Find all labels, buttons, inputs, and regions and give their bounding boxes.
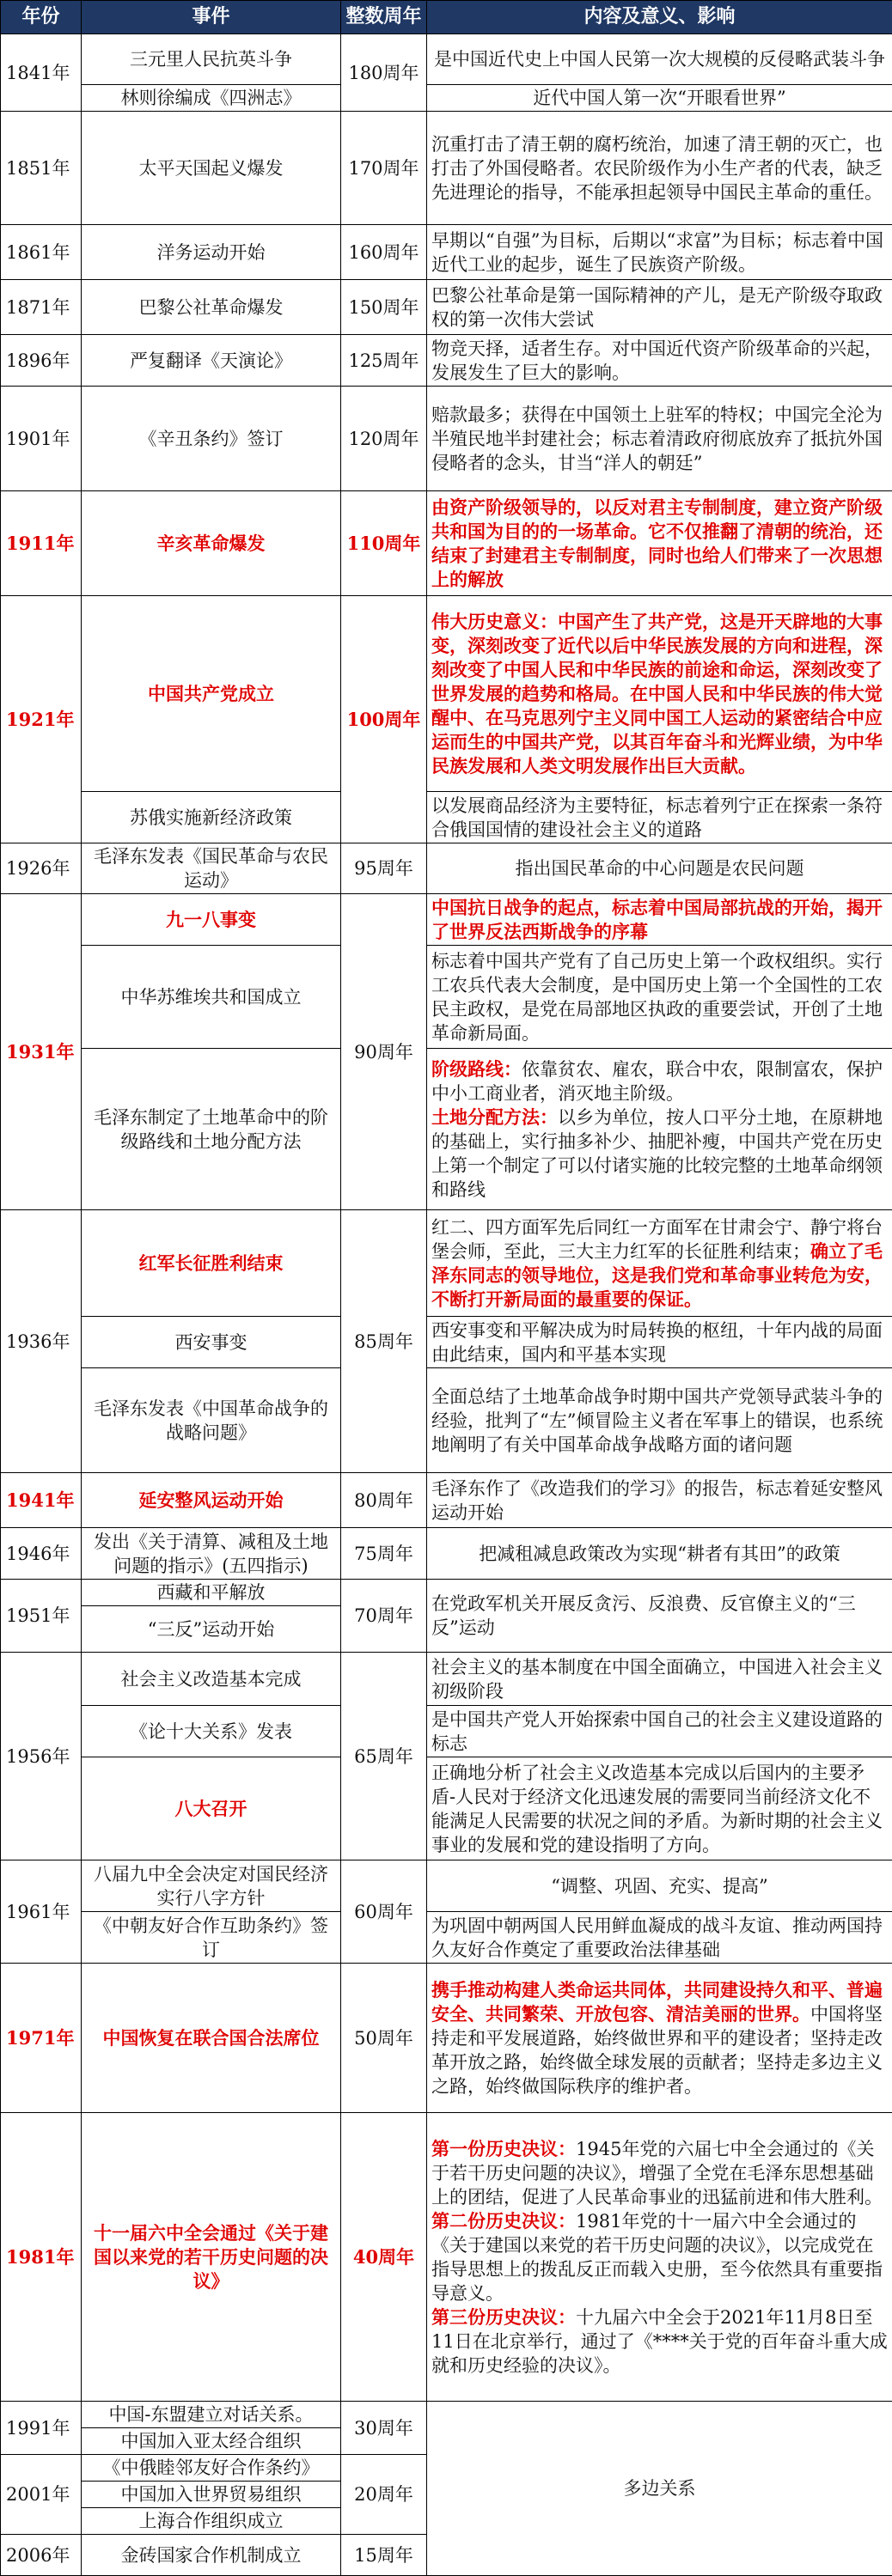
- table-header-row: [1, 1, 892, 34]
- table-row: [1, 1964, 892, 2113]
- period-cell: 15周年: [341, 2535, 427, 2576]
- resolution-1-text: 1945年党的六届七中全会通过的《关于若干历史问题的决议》，增强了全党在毛泽东思想基础上的团结，促进了人民革命事业的迅猛前进和伟大胜利。: [431, 2139, 883, 2208]
- table-row: [1, 2402, 892, 2428]
- event-cell: 中国恢复在联合国合法席位: [82, 1964, 341, 2113]
- year-cell: 1936年: [1, 1210, 82, 1473]
- year-cell: 1921年: [1, 596, 82, 843]
- period-cell: 110周年: [341, 491, 427, 596]
- period-cell: 60周年: [341, 1860, 427, 1964]
- period-cell: 120周年: [341, 387, 427, 491]
- resolution-3-text: 十九届六中全会于2021年11月8日至11日在北京举行，通过了《****关于党的百年奋斗重大成就和历史经验的决议》。: [431, 2307, 888, 2376]
- table-row: [1, 1473, 892, 1528]
- content-cell: “调整、巩固、充实、提高”: [427, 1860, 892, 1912]
- year-cell: 1946年: [1, 1528, 82, 1580]
- year-cell: 1956年: [1, 1653, 82, 1860]
- content-cell: 是中国共产党人开始探索中国自己的社会主义建设道路的标志: [427, 1706, 892, 1757]
- table-row: [1, 1210, 892, 1317]
- event-cell: 毛泽东制定了土地革命中的阶级路线和土地分配方法: [82, 1049, 341, 1210]
- period-cell: 80周年: [341, 1473, 427, 1528]
- year-cell: 1991年: [1, 2402, 82, 2455]
- year-cell: 1861年: [1, 225, 82, 280]
- event-cell: 辛亥革命爆发: [82, 491, 341, 596]
- event-cell: 三元里人民抗英斗争: [82, 34, 341, 85]
- table-row: [1, 946, 892, 1049]
- long-march-significance: 确立了毛泽东同志的领导地位，这是我们党和革命事业转危为安，不断打开新局面的最重要的保证。: [431, 1240, 883, 1310]
- table-row: [1, 1706, 892, 1757]
- event-cell: 发出《关于清算、减租及土地问题的指示》(五四指示): [82, 1528, 341, 1580]
- resolution-2-text: 1981年党的十一届六中全会通过的《关于建国以来党的若干历史问题的决议》，以完成党在指导思想上的拨乱反正而载入史册，至今依然具有重要指导意义。: [431, 2211, 883, 2304]
- table-row: [1, 491, 892, 596]
- header-year: 年份: [1, 1, 82, 34]
- table-row: [1, 225, 892, 280]
- event-cell: 中华苏维埃共和国成立: [82, 946, 341, 1049]
- content-cell: 早期以“自强”为目标，后期以“求富”为目标；标志着中国近代工业的起步，诞生了民族资产阶级。: [427, 225, 892, 280]
- content-cell: 全面总结了土地革命战争时期中国共产党领导武装斗争的经验，批判了“左”倾冒险主义者在军事上的错误，也系统地阐明了有关中国革命战争战略方面的诸问题: [427, 1368, 892, 1473]
- content-cell: 中国抗日战争的起点，标志着中国局部抗战的开始，揭开了世界反法西斯战争的序幕: [427, 894, 892, 946]
- period-cell: 30周年: [341, 2402, 427, 2455]
- year-cell: 1851年: [1, 112, 82, 225]
- table-row: [1, 843, 892, 894]
- event-cell: 《辛丑条约》签订: [82, 387, 341, 491]
- content-cell: 伟大历史意义：中国产生了共产党，这是开天辟地的大事变，深刻改变了近代以后中华民族发展的方向和进程，深刻改变了中国人民和中华民族的前途和命运，深刻改变了世界发展的趋势和格局。在中国人民和中华民族的伟大觉醒中、在马克思列宁主义同中国工人运动的紧密结合中应运而生的中国共产党，以其百年奋斗和光辉业绩，为中华民族发展和人类文明发展作出巨大贡献。: [427, 596, 892, 792]
- table-row: [1, 1580, 892, 1606]
- event-cell: 八届九中全会决定对国民经济实行八字方针: [82, 1860, 341, 1912]
- table-row: [1, 1528, 892, 1580]
- event-cell: 毛泽东发表《中国革命战争的战略问题》: [82, 1368, 341, 1473]
- table-row: [1, 1368, 892, 1473]
- table-row: [1, 894, 892, 946]
- table-row: [1, 1317, 892, 1368]
- content-cell: 正确地分析了社会主义改造基本完成以后国内的主要矛盾-人民对于经济文化迅速发展的需要同当前经济文化不能满足人民需要的状况之间的矛盾。为新时期的社会主义事业的发展和党的建设指明了方向。: [427, 1757, 892, 1860]
- table-row: [1, 1653, 892, 1706]
- content-cell: 由资产阶级领导的，以反对君主专制制度，建立资产阶级共和国为目的的一场革命。它不仅推翻了清朝的统治，还结束了封建君主专制制度，同时也给人们带来了一次思想上的解放: [427, 491, 892, 596]
- event-cell: 严复翻译《天演论》: [82, 335, 341, 387]
- event-cell: 中国加入亚太经合组织: [82, 2428, 341, 2455]
- table-row: [1, 596, 892, 792]
- event-cell: 中国加入世界贸易组织: [82, 2482, 341, 2508]
- event-cell: 上海合作组织成立: [82, 2508, 341, 2535]
- period-cell: 70周年: [341, 1580, 427, 1653]
- period-cell: 180周年: [341, 34, 427, 112]
- content-cell: 近代中国人第一次“开眼看世界”: [427, 85, 892, 112]
- land-method-label: 土地分配方法：: [431, 1106, 558, 1128]
- content-cell: 社会主义的基本制度在中国全面确立，中国进入社会主义初级阶段: [427, 1653, 892, 1706]
- event-cell: 毛泽东发表《国民革命与农民运动》: [82, 843, 341, 894]
- event-cell: 巴黎公社革命爆发: [82, 280, 341, 335]
- year-cell: 1931年: [1, 894, 82, 1210]
- period-cell: 65周年: [341, 1653, 427, 1860]
- commitment-text: 中国将坚持走和平发展道路，始终做世界和平的建设者；坚持走改革开放之路，始终做全球发展的贡献者；坚持走多边主义之路，始终做国际秩序的维护者。: [431, 2004, 883, 2097]
- class-line-text: 依靠贫农、雇农，联合中农，限制富农，保护中小工商业者，消灭地主阶级。: [431, 1059, 883, 1104]
- resolution-2-label: 第二份历史决议：: [431, 2210, 576, 2232]
- content-cell: 巴黎公社革命是第一国际精神的产儿，是无产阶级夺取政权的第一次伟大尝试: [427, 280, 892, 335]
- event-cell: 《中朝友好合作互助条约》签订: [82, 1912, 341, 1964]
- content-cell: [427, 1049, 892, 1210]
- year-cell: 1896年: [1, 335, 82, 387]
- content-cell: [427, 1210, 892, 1317]
- event-cell: 红军长征胜利结束: [82, 1210, 341, 1317]
- content-cell: 指出国民革命的中心问题是农民问题: [427, 843, 892, 894]
- header-content: 内容及意义、影响: [427, 1, 892, 34]
- table-row: [1, 2113, 892, 2402]
- event-cell: 中国共产党成立: [82, 596, 341, 792]
- year-cell: 1971年: [1, 1964, 82, 2113]
- event-cell: 《中俄睦邻友好合作条约》: [82, 2455, 341, 2482]
- content-cell: 在党政军机关开展反贪污、反浪费、反官僚主义的“三反”运动: [427, 1580, 892, 1653]
- table-row: [1, 1860, 892, 1912]
- table-row: [1, 387, 892, 491]
- content-cell: 物竞天择，适者生存。对中国近代资产阶级革命的兴起，发展发生了巨大的影响。: [427, 335, 892, 387]
- event-cell: 金砖国家合作机制成立: [82, 2535, 341, 2576]
- table-row: [1, 1912, 892, 1964]
- period-cell: 90周年: [341, 894, 427, 1210]
- period-cell: 100周年: [341, 596, 427, 843]
- period-cell: 50周年: [341, 1964, 427, 2113]
- year-cell: 2006年: [1, 2535, 82, 2576]
- content-cell: 西安事变和平解决成为时局转换的枢纽，十年内战的局面由此结束，国内和平基本实现: [427, 1317, 892, 1368]
- table-row: [1, 34, 892, 85]
- content-cell: [427, 2113, 892, 2402]
- year-cell: 1841年: [1, 34, 82, 112]
- period-cell: 40周年: [341, 2113, 427, 2402]
- period-cell: 150周年: [341, 280, 427, 335]
- content-cell: [427, 1964, 892, 2113]
- period-cell: 125周年: [341, 335, 427, 387]
- table-row: [1, 280, 892, 335]
- content-cell: 毛泽东作了《改造我们的学习》的报告，标志着延安整风运动开始: [427, 1473, 892, 1528]
- period-cell: 20周年: [341, 2455, 427, 2535]
- table-row: [1, 792, 892, 843]
- year-cell: 1911年: [1, 491, 82, 596]
- year-cell: 2001年: [1, 2455, 82, 2535]
- event-cell: 西藏和平解放: [82, 1580, 341, 1606]
- year-cell: 1926年: [1, 843, 82, 894]
- event-cell: 太平天国起义爆发: [82, 112, 341, 225]
- year-cell: 1941年: [1, 1473, 82, 1528]
- content-cell: 标志着中国共产党有了自己历史上第一个政权组织。实行工农兵代表大会制度，是中国历史上第一个全国性的工农民主政权，是党在局部地区执政的重要尝试，开创了土地革命新局面。: [427, 946, 892, 1049]
- event-cell: 洋务运动开始: [82, 225, 341, 280]
- content-cell: 把减租减息政策改为实现“耕者有其田”的政策: [427, 1528, 892, 1580]
- table-row: [1, 335, 892, 387]
- event-cell: 八大召开: [82, 1757, 341, 1860]
- content-cell: 以发展商品经济为主要特征，标志着列宁正在探索一条符合俄国国情的建设社会主义的道路: [427, 792, 892, 843]
- year-cell: 1951年: [1, 1580, 82, 1653]
- event-cell: 九一八事变: [82, 894, 341, 946]
- event-cell: 社会主义改造基本完成: [82, 1653, 341, 1706]
- content-cell: 沉重打击了清王朝的腐朽统治，加速了清王朝的灭亡，也打击了外国侵略者。农民阶级作为小生产者的代表，缺乏先进理论的指导，不能承担起领导中国民主革命的重任。: [427, 112, 892, 225]
- event-cell: 中国-东盟建立对话关系。: [82, 2402, 341, 2428]
- event-cell: 西安事变: [82, 1317, 341, 1368]
- header-period: 整数周年: [341, 1, 427, 34]
- period-cell: 160周年: [341, 225, 427, 280]
- land-method-text: 以乡为单位，按人口平分土地，在原耕地的基础上，实行抽多补少、抽肥补瘦，中国共产党在历史上第一个制定了可以付诸实施的比较完整的土地革命纲领和路线: [431, 1107, 883, 1200]
- content-cell: 赔款最多；获得在中国领土上驻军的特权；中国完全沦为半殖民地半封建社会；标志着清政府彻底放弃了抵抗外国侵略者的念头，甘当“洋人的朝廷”: [427, 387, 892, 491]
- event-cell: 延安整风运动开始: [82, 1473, 341, 1528]
- content-cell: 是中国近代史上中国人民第一次大规模的反侵略武装斗争: [427, 34, 892, 85]
- period-cell: 75周年: [341, 1528, 427, 1580]
- event-cell: 《论十大关系》发表: [82, 1706, 341, 1757]
- long-march-text: 红二、四方面军先后同红一方面军在甘肃会宁、静宁将台堡会师，至此，三大主力红军的长征胜利结束；: [431, 1217, 883, 1262]
- content-cell: 为巩固中朝两国人民用鲜血凝成的战斗友谊、推动两国持久友好合作奠定了重要政治法律基础: [427, 1912, 892, 1964]
- year-cell: 1981年: [1, 2113, 82, 2402]
- year-cell: 1901年: [1, 387, 82, 491]
- event-cell: 苏俄实施新经济政策: [82, 792, 341, 843]
- table-row: [1, 112, 892, 225]
- header-event: 事件: [82, 1, 341, 34]
- table-row: [1, 1049, 892, 1210]
- content-cell: 多边关系: [427, 2402, 892, 2576]
- event-cell: 十一届六中全会通过《关于建国以来党的若干历史问题的决议》: [82, 2113, 341, 2402]
- table-row: [1, 1757, 892, 1860]
- class-line-label: 阶级路线：: [431, 1058, 522, 1080]
- table-row: [1, 85, 892, 112]
- resolution-3-label: 第三份历史决议：: [431, 2306, 576, 2328]
- year-cell: 1871年: [1, 280, 82, 335]
- event-cell: “三反”运动开始: [82, 1606, 341, 1653]
- period-cell: 95周年: [341, 843, 427, 894]
- period-cell: 170周年: [341, 112, 427, 225]
- period-cell: 85周年: [341, 1210, 427, 1473]
- year-cell: 1961年: [1, 1860, 82, 1964]
- community-text: 携手推动构建人类命运共同体，共同建设持久和平、普遍安全、共同繁荣、开放包容、清洁美丽的世界。: [431, 1979, 883, 2025]
- event-cell: 林则徐编成《四洲志》: [82, 85, 341, 112]
- resolution-1-label: 第一份历史决议：: [431, 2138, 576, 2159]
